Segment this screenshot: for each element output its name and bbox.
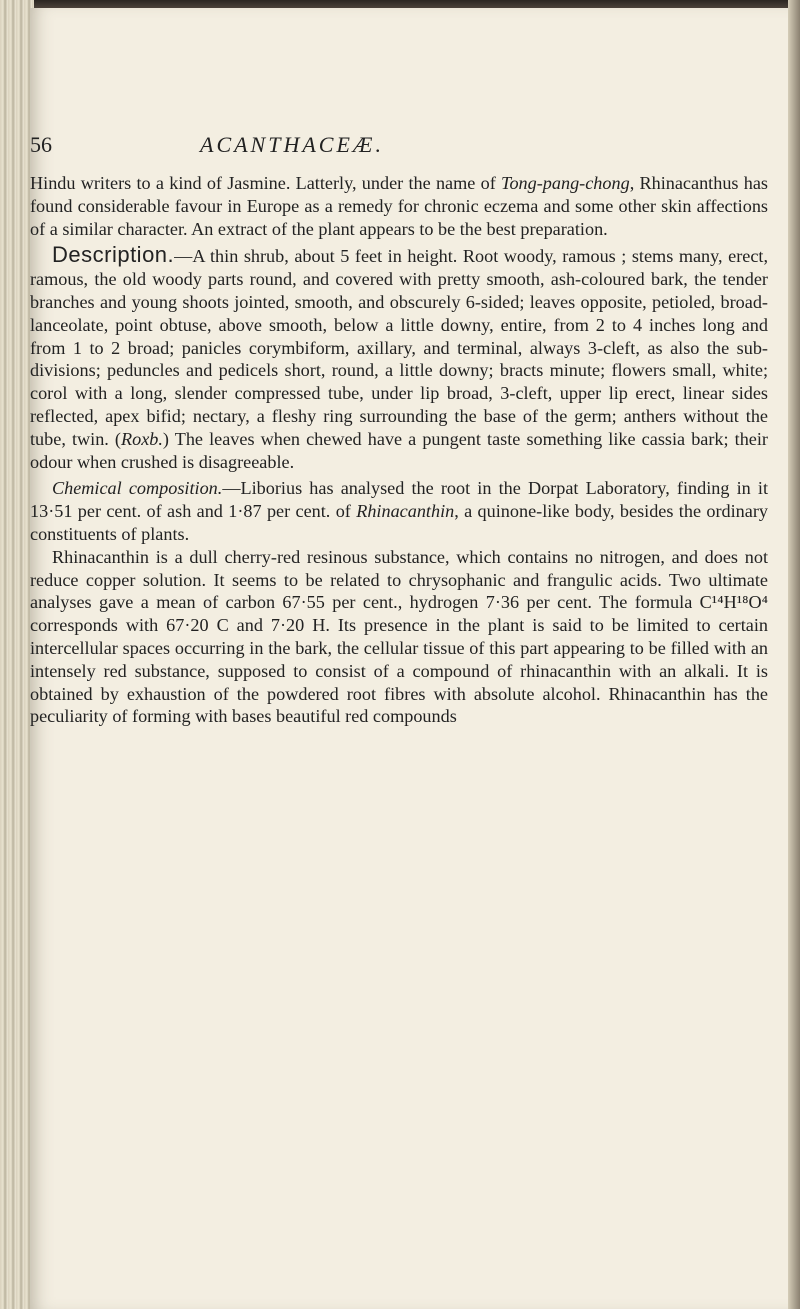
text-run: ) The leaves when chewed have a pungent taste something like cassia bark; their odour when crushed is disagreeable.	[30, 428, 768, 472]
scan-right-edge	[788, 0, 800, 1309]
page-content	[30, 118, 768, 728]
italic-name: Tong-pang-chong	[501, 173, 630, 193]
chemical-composition-heading: Chemical composition.	[52, 478, 223, 499]
text-run: , a quinone-like body, besides the ordinary constituents of plants.	[30, 501, 768, 544]
text-run: , Rhinacanthus has found considerable favour in Europe as a remedy for chronic eczema and some other skin affections of a similar character. An extract of the plant appears to be the best preparation.	[30, 173, 768, 239]
italic-substance: Rhinacanthin	[356, 501, 455, 522]
paragraph-description	[30, 244, 768, 473]
text-run: Rhinacanthin is a dull cherry-red resinous substance, which contains no nitrogen, and does not reduce copper solution. It seems to be related to chrysophanic and frangulic acids. Two ultimate analyses gave a mean of carbon 67·55 per cent., hydrogen 7·36 per cent. The formula C¹⁴H¹⁸O⁴ corresponds with 67·20 C and 7·20 H. Its presence in the plant is said to be limited to certain intercellular spaces occurring in the bark, the cellular tissue of this part appearing to be filled with an intensely red substance, supposed to consist of a compound of rhinacanthin with an alkali. It is obtained by exhaustion of the powdered root fibres with absolute alcohol. Rhinacanthin has the peculiarity of forming with bases beautiful red compounds	[30, 546, 768, 727]
paragraph-rhinacanthin	[30, 546, 768, 728]
paragraph-uses	[30, 172, 768, 240]
text-run: —A thin shrub, about 5 feet in height. Root woody, ramous ; stems many, erect, ramous, the old woody parts round, and covered with pretty smooth, ash-coloured bark, the tender branches and young shoots jointed, smooth, and obscurely 6-sided; leaves opposite, petioled, broad-lanceolate, point obtuse, above smooth, below a little downy, entire, from 2 to 4 inches long and from 1 to 2 broad; panicles corymbiform, axillary, and terminal, always 3-cleft, as also the sub-divisions; peduncles and pedicels short, round, a little downy; bracts minute; flowers small, white; corol with a long, slender compressed tube, under lip broad, 3-cleft, upper lip erect, linear sides reflected, apex bifid; nectary, a fleshy ring surrounding the base of the germ; anthers without the tube, twin. (	[30, 246, 768, 449]
text-run: Hindu writers to a kind of Jasmine. Latterly, under the name of	[30, 173, 502, 193]
italic-citation: Roxb.	[120, 428, 163, 449]
book-binding-edge	[0, 0, 34, 1309]
page-header	[30, 118, 768, 158]
paragraph-chemical-composition	[30, 477, 768, 545]
page-number: 56	[30, 132, 52, 157]
description-heading: Description.	[52, 242, 175, 268]
text-run: —Liborius has analysed the root in the Dorpat Laboratory, finding in it 13·51 per cent. of ash and 1·87 per cent. of	[30, 478, 769, 522]
running-title: ACANTHACEÆ.	[200, 132, 384, 157]
